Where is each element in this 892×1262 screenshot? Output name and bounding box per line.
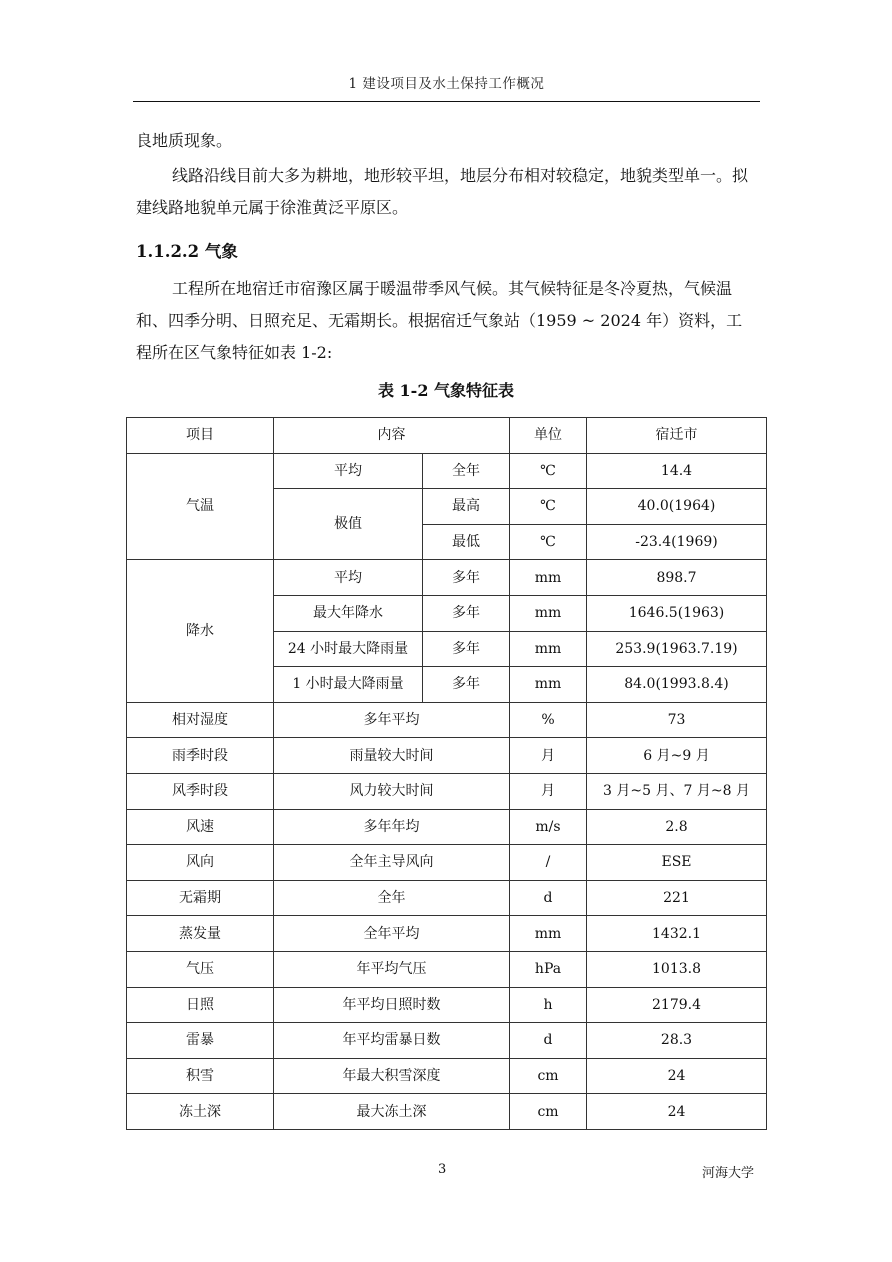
cell-unit: ℃: [510, 453, 587, 489]
cell-value: 24: [587, 1058, 767, 1094]
header-rule: [133, 101, 760, 102]
cell-unit: mm: [510, 560, 587, 596]
cell-content: 风力较大时间: [274, 773, 510, 809]
cell-unit: /: [510, 845, 587, 881]
table-row: [127, 453, 767, 489]
header-content: 内容: [274, 418, 510, 454]
cell-period: 多年: [423, 667, 510, 703]
table-row: [127, 773, 767, 809]
cell-period: 多年: [423, 595, 510, 631]
cell-unit: hPa: [510, 951, 587, 987]
cell-value: 898.7: [587, 560, 767, 596]
cell-value: 84.0(1993.8.4): [587, 667, 767, 703]
cell-unit: %: [510, 702, 587, 738]
cell-content: 全年: [274, 880, 510, 916]
table-row: [127, 702, 767, 738]
cell-sub: 极值: [274, 489, 423, 560]
cell-value: 1646.5(1963): [587, 595, 767, 631]
cell-unit: cm: [510, 1094, 587, 1130]
cell-content: 最大冻土深: [274, 1094, 510, 1130]
page-header: 1 建设项目及水土保持工作概况: [348, 76, 545, 92]
cell-sub: 平均: [274, 453, 423, 489]
cell-content: 年最大积雪深度: [274, 1058, 510, 1094]
cell-sub: 24 小时最大降雨量: [274, 631, 423, 667]
cell-sub: 1 小时最大降雨量: [274, 667, 423, 703]
cell-value: 3 月~5 月、7 月~8 月: [587, 773, 767, 809]
cell-period: 全年: [423, 453, 510, 489]
cell-value: 14.4: [587, 453, 767, 489]
cell-item: 无霜期: [127, 880, 274, 916]
section-heading: 1.1.2.2 气象: [136, 242, 238, 261]
cell-content: 全年主导风向: [274, 845, 510, 881]
cell-item: 雨季时段: [127, 738, 274, 774]
paragraph-continued: 良地质现象。: [136, 131, 233, 150]
header-unit: 单位: [510, 418, 587, 454]
cell-unit: ℃: [510, 489, 587, 525]
cell-value: 1432.1: [587, 916, 767, 952]
cell-content: 年平均雷暴日数: [274, 1023, 510, 1059]
table-row: [127, 738, 767, 774]
cell-unit: h: [510, 987, 587, 1023]
table-row: [127, 880, 767, 916]
table-row: [127, 951, 767, 987]
cell-value: 6 月~9 月: [587, 738, 767, 774]
cell-sub: 平均: [274, 560, 423, 596]
cell-content: 全年平均: [274, 916, 510, 952]
cell-value: 221: [587, 880, 767, 916]
cell-item: 蒸发量: [127, 916, 274, 952]
cell-value: 253.9(1963.7.19): [587, 631, 767, 667]
table-row: [127, 916, 767, 952]
cell-value: 73: [587, 702, 767, 738]
cell-item: 气压: [127, 951, 274, 987]
cell-content: 雨量较大时间: [274, 738, 510, 774]
cell-content: 年平均日照时数: [274, 987, 510, 1023]
cell-sub: 最大年降水: [274, 595, 423, 631]
table-row: [127, 560, 767, 596]
cell-item: 相对湿度: [127, 702, 274, 738]
cell-unit: mm: [510, 667, 587, 703]
cell-value: 40.0(1964): [587, 489, 767, 525]
cell-unit: mm: [510, 916, 587, 952]
cell-value: -23.4(1969): [587, 524, 767, 560]
cell-value: ESE: [587, 845, 767, 881]
cell-value: 2179.4: [587, 987, 767, 1023]
cell-value: 2.8: [587, 809, 767, 845]
cell-period: 最低: [423, 524, 510, 560]
cell-unit: m/s: [510, 809, 587, 845]
cell-period: 多年: [423, 560, 510, 596]
cell-item: 风季时段: [127, 773, 274, 809]
cell-unit: mm: [510, 631, 587, 667]
paragraph-climate: 工程所在地宿迁市宿豫区属于暖温带季风气候。其气候特征是冬冷夏热，气候温和、四季分明、日照充足、无霜期长。根据宿迁气象站（1959 ~ 2024 年）资料，工程所在区气象特征如表 1-2:: [136, 279, 743, 362]
cell-period: 最高: [423, 489, 510, 525]
cell-item: 风速: [127, 809, 274, 845]
cell-period: 多年: [423, 631, 510, 667]
footer-organization: 河海大学: [702, 1166, 755, 1181]
table-row: [127, 1094, 767, 1130]
cell-item: 积雪: [127, 1058, 274, 1094]
table-caption: 表 1-2 气象特征表: [377, 381, 515, 400]
cell-unit: mm: [510, 595, 587, 631]
row-label-precip: 降水: [127, 560, 274, 702]
row-label-temp: 气温: [127, 453, 274, 560]
header-city: 宿迁市: [587, 418, 767, 454]
table-header-row: [127, 418, 767, 454]
cell-content: 年平均气压: [274, 951, 510, 987]
cell-unit: 月: [510, 773, 587, 809]
page-number: 3: [438, 1162, 447, 1177]
table-row: [127, 1058, 767, 1094]
cell-unit: 月: [510, 738, 587, 774]
cell-content: 多年年均: [274, 809, 510, 845]
table-row: [127, 845, 767, 881]
table-row: [127, 1023, 767, 1059]
cell-unit: d: [510, 880, 587, 916]
cell-item: 冻土深: [127, 1094, 274, 1130]
cell-unit: d: [510, 1023, 587, 1059]
cell-value: 28.3: [587, 1023, 767, 1059]
header-item: 项目: [127, 418, 274, 454]
paragraph-landform: 线路沿线目前大多为耕地，地形较平坦，地层分布相对较稳定，地貌类型单一。拟建线路地貌单元属于徐淮黄泛平原区。: [136, 166, 749, 217]
cell-item: 风向: [127, 845, 274, 881]
cell-value: 1013.8: [587, 951, 767, 987]
cell-item: 雷暴: [127, 1023, 274, 1059]
cell-item: 日照: [127, 987, 274, 1023]
table-row: [127, 987, 767, 1023]
cell-unit: ℃: [510, 524, 587, 560]
cell-unit: cm: [510, 1058, 587, 1094]
climate-table: [126, 417, 767, 1130]
cell-content: 多年平均: [274, 702, 510, 738]
cell-value: 24: [587, 1094, 767, 1130]
table-row: [127, 809, 767, 845]
